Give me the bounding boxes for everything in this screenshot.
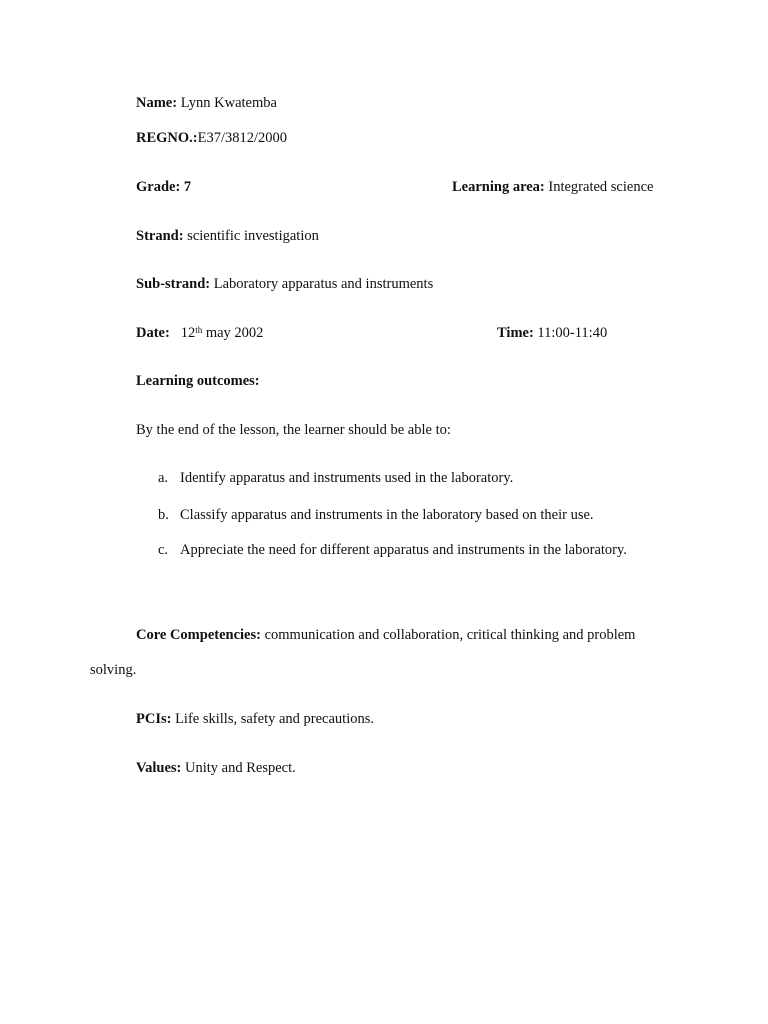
values-line	[136, 759, 296, 777]
core-competencies-value: communication and collaboration, critical thinking and problem	[264, 627, 636, 643]
substrand-line	[136, 275, 433, 293]
values-value: Unity and Respect.	[185, 760, 296, 776]
strand-label: Strand:	[136, 228, 184, 244]
outcome-text: Classify apparatus and instruments in the laboratory based on their use.	[180, 507, 594, 523]
date-day: 12	[180, 325, 196, 341]
time-value: 11:00-11:40	[537, 325, 608, 341]
learning-outcomes-heading	[136, 372, 260, 390]
name-line	[136, 94, 277, 112]
substrand-label: Sub-strand:	[136, 276, 211, 292]
name-label: Name:	[136, 95, 178, 111]
core-competencies-continuation	[90, 661, 136, 679]
date-line	[136, 324, 263, 342]
grade-label: Grade: 7	[136, 179, 192, 195]
outcome-marker: c.	[158, 542, 169, 558]
core-competencies-line	[136, 626, 635, 644]
outcomes-intro	[136, 421, 451, 439]
strand-value: scientific investigation	[187, 228, 319, 244]
regno-line	[136, 129, 287, 147]
outcome-text: Identify apparatus and instruments used in the laboratory.	[180, 470, 514, 486]
outcomes-intro-text: By the end of the lesson, the learner should be able to:	[136, 422, 451, 438]
outcome-item	[158, 469, 513, 487]
time-label: Time:	[497, 325, 534, 341]
time-line	[497, 324, 607, 342]
learning-area-value: Integrated science	[548, 179, 654, 195]
regno-value: E37/3812/2000	[197, 130, 288, 146]
learning-area-line	[452, 178, 653, 196]
values-label: Values:	[136, 760, 182, 776]
pcis-line	[136, 710, 374, 728]
core-competencies-value-cont: solving.	[90, 662, 137, 678]
date-suffix: th	[195, 325, 203, 335]
outcome-text: Appreciate the need for different apparatus and instruments in the laboratory.	[180, 542, 627, 558]
date-rest: may 2002	[205, 325, 264, 341]
learning-area-label: Learning area:	[452, 179, 545, 195]
name-value: Lynn Kwatemba	[180, 95, 277, 111]
strand-line	[136, 227, 319, 245]
outcome-marker: a.	[158, 470, 169, 486]
outcome-item	[158, 541, 627, 559]
core-competencies-label: Core Competencies:	[136, 627, 261, 643]
learning-outcomes-label: Learning outcomes:	[136, 373, 260, 389]
outcome-item	[158, 506, 594, 524]
outcome-marker: b.	[158, 507, 169, 523]
grade-line	[136, 178, 191, 196]
regno-label: REGNO.:	[136, 130, 198, 146]
pcis-value: Life skills, safety and precautions.	[175, 711, 374, 727]
substrand-value: Laboratory apparatus and instruments	[213, 276, 434, 292]
pcis-label: PCIs:	[136, 711, 172, 727]
date-label: Date:	[136, 325, 170, 341]
